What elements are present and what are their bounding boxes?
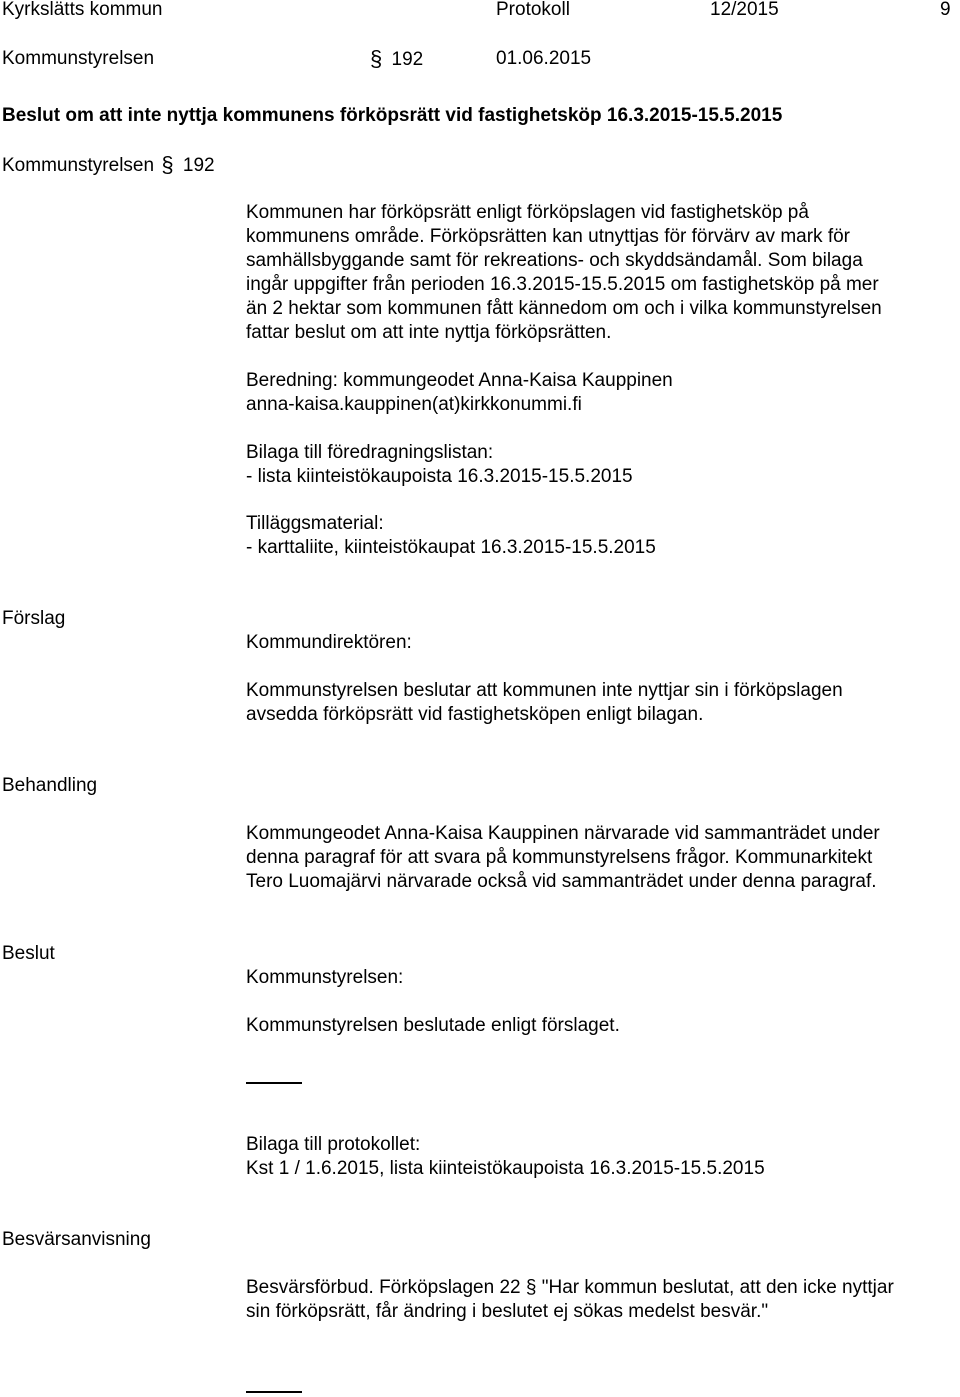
intro-line: än 2 hektar som kommunen fått kännedom om och i vilka kommunstyrelsen [246, 298, 882, 319]
separator-line [246, 1391, 302, 1393]
page-title: Beslut om att inte nyttja kommunens förköpsrätt vid fastighetsköp 16.3.2015-15.5.2015 [2, 105, 783, 126]
protocol-attachment-block [246, 1133, 952, 1181]
decision-speaker [246, 966, 952, 990]
section-ref-body: Kommunstyrelsen [2, 155, 155, 176]
separator-line [246, 1082, 302, 1084]
header-body-name: Kommunstyrelsen [2, 48, 155, 69]
section-ref-number: 192 [182, 155, 215, 176]
preparation-email: anna-kaisa.kauppinen(at)kirkkonummi.fi [246, 394, 582, 415]
header-section-number: 192 [391, 49, 424, 70]
handling-line: Tero Luomajärvi närvarade också vid sammanträdet under denna paragraf. [246, 871, 877, 892]
appeal-label: Besvärsanvisning [2, 1229, 151, 1250]
protocol-attachment-item: Kst 1 / 1.6.2015, lista kiinteistökaupoista 16.3.2015-15.5.2015 [246, 1158, 765, 1179]
intro-line: samhällsbyggande samt för rekreations- och skyddsändamål. Som bilaga [246, 250, 863, 271]
supplementary-heading: Tilläggsmaterial: [246, 513, 384, 534]
protocol-attachment-heading: Bilaga till protokollet: [246, 1134, 421, 1155]
document-type: Protokoll [496, 0, 570, 20]
section-reference [2, 153, 215, 178]
handling-line: Kommungeodet Anna-Kaisa Kauppinen närvarade vid sammanträdet under [246, 823, 880, 844]
proposal-line: avsedda förköpsrätt vid fastighetsköpen enligt bilagan. [246, 704, 704, 725]
decision-text [246, 1014, 952, 1038]
intro-paragraph [246, 201, 952, 345]
handling-text [246, 822, 952, 894]
handling-line: denna paragraf för att svara på kommunstyrelsens frågor. Kommunarkitekt [246, 847, 873, 868]
decision-label: Beslut [2, 943, 55, 964]
proposal-speaker [246, 631, 952, 655]
preparation-line: Beredning: kommungeodet Anna-Kaisa Kauppinen [246, 370, 673, 391]
appeal-line: Besvärsförbud. Förköpslagen 22 § "Har kommun beslutat, att den icke nyttjar [246, 1277, 894, 1298]
proposal-label: Förslag [2, 608, 66, 629]
section-symbol: § [370, 46, 383, 71]
supplementary-item: - karttaliite, kiinteistökaupat 16.3.2015-15.5.2015 [246, 537, 656, 558]
proposal-line: Kommunstyrelsen beslutar att kommunen inte nyttjar sin i förköpslagen [246, 680, 843, 701]
municipality-name: Kyrkslätts kommun [2, 0, 163, 20]
intro-line: kommunens område. Förköpsrätten kan utnyttjas för förvärv av mark för [246, 226, 851, 247]
handling-label: Behandling [2, 775, 98, 796]
proposal-speaker-text: Kommundirektören: [246, 632, 412, 653]
appeal-line: sin förköpsrätt, får ändring i beslutet ej sökas medelst besvär." [246, 1301, 769, 1322]
appeal-text [246, 1276, 952, 1324]
page-number: 9 [940, 0, 951, 20]
supplementary-block [246, 512, 952, 560]
decision-speaker-text: Kommunstyrelsen: [246, 967, 404, 988]
preparation-block [246, 369, 952, 417]
header-section [370, 47, 423, 72]
agenda-attachment-block [246, 441, 952, 489]
proposal-text [246, 679, 952, 727]
intro-line: ingår uppgifter från perioden 16.3.2015-15.5.2015 om fastighetsköp på mer [246, 274, 879, 295]
intro-line: Kommunen har förköpsrätt enligt förköpslagen vid fastighetsköp på [246, 202, 809, 223]
agenda-attachment-heading: Bilaga till föredragningslistan: [246, 442, 494, 463]
meeting-date: 01.06.2015 [496, 48, 592, 69]
decision-line: Kommunstyrelsen beslutade enligt förslaget. [246, 1015, 620, 1036]
document-number: 12/2015 [710, 0, 779, 20]
agenda-attachment-item: - lista kiinteistökaupoista 16.3.2015-15.5.2015 [246, 466, 633, 487]
intro-line: fattar beslut om att inte nyttja förköpsrätten. [246, 322, 612, 343]
section-ref-symbol: § [161, 152, 174, 177]
